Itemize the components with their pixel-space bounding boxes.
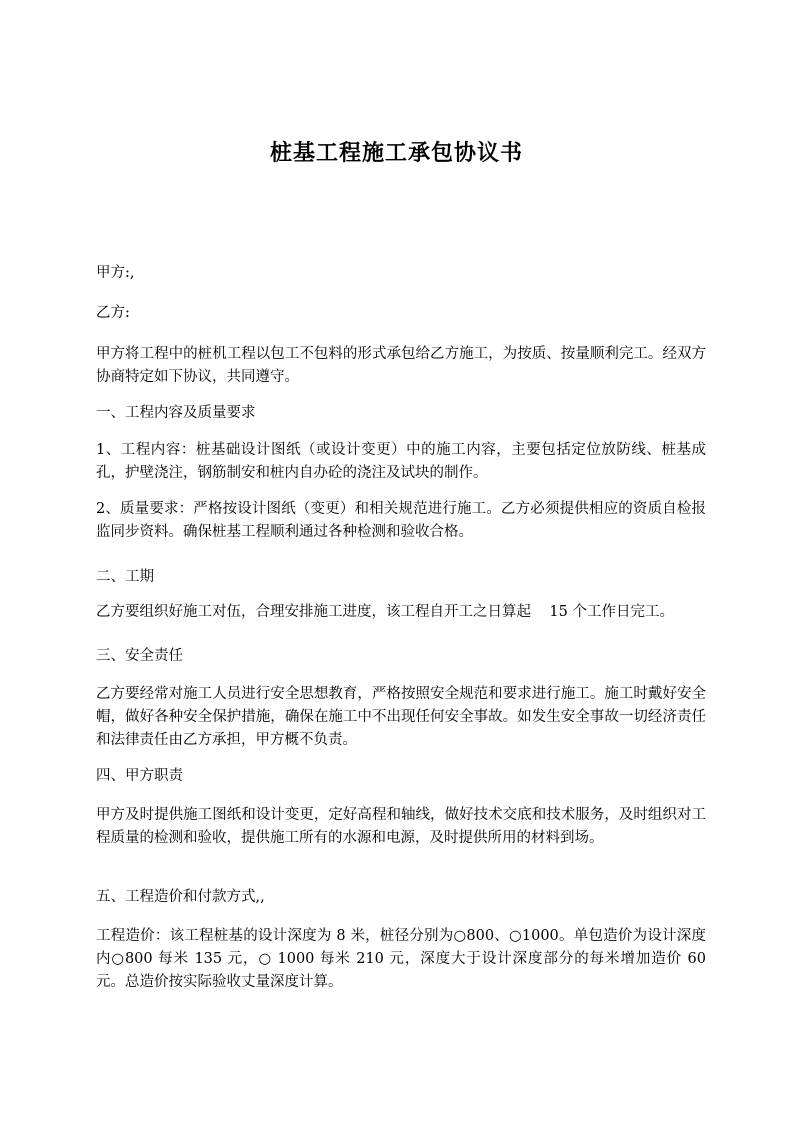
section2-heading: 二、工期 [96, 569, 154, 585]
party-a-line: 甲方:, [96, 265, 135, 281]
section3-text: 乙方要经常对施工人员进行安全思想教育，严格按照安全规范和要求进行施工。施工时戴好安全帽，做好各种安全保护措施，确保在施工中不出现任何安全事故。如发生安全事故一切经济责任和法律责任由乙方承担，甲方概不负责。 [96, 686, 706, 748]
party-b-line: 乙方: [96, 305, 130, 321]
section2-text: 乙方要组织好施工对伍，合理安排施工进度，该工程自开工之日算起 15 个工作日完工。 [96, 604, 674, 620]
section5-text: 工程造价：该工程桩基的设计深度为 8 米，桩径分别为○800、○1000。单包造价为设计深度内○800 每米 135 元，○ 1000 每米 210 元，深度大于设计深度部分的每米增加造价 60 元。总造价按实际验收丈量深度计算。 [96, 928, 706, 990]
section4-heading: 四、甲方职责 [96, 768, 183, 784]
intro-paragraph: 甲方将工程中的桩机工程以包工不包料的形式承包给乙方施工，为按质、按量顺利完工。经双方协商特定如下协议，共同遵守。 [96, 346, 706, 385]
section1-heading: 一、工程内容及质量要求 [96, 405, 256, 421]
section1-item2: 2、质量要求：严格按设计图纸（变更）和相关规范进行施工。乙方必须提供相应的资质自检报监同步资料。确保桩基工程顺利通过各种检测和验收合格。 [96, 501, 706, 540]
section3-heading: 三、安全责任 [96, 648, 183, 664]
section5-heading: 五、工程造价和付款方式,, [96, 889, 265, 905]
section1-item1: 1、工程内容：桩基础设计图纸（或设计变更）中的施工内容，主要包括定位放防线、桩基成孔，护壁浇注，钢筋制安和桩内自办砼的浇注及试块的制作。 [96, 442, 706, 481]
document-title: 桩基工程施工承包协议书 [269, 140, 523, 166]
section4-text: 甲方及时提供施工图纸和设计变更，定好高程和轴线，做好技术交底和技术服务，及时组织对工程质量的检测和验收，提供施工所有的水源和电源，及时提供所用的材料到场。 [96, 807, 706, 846]
